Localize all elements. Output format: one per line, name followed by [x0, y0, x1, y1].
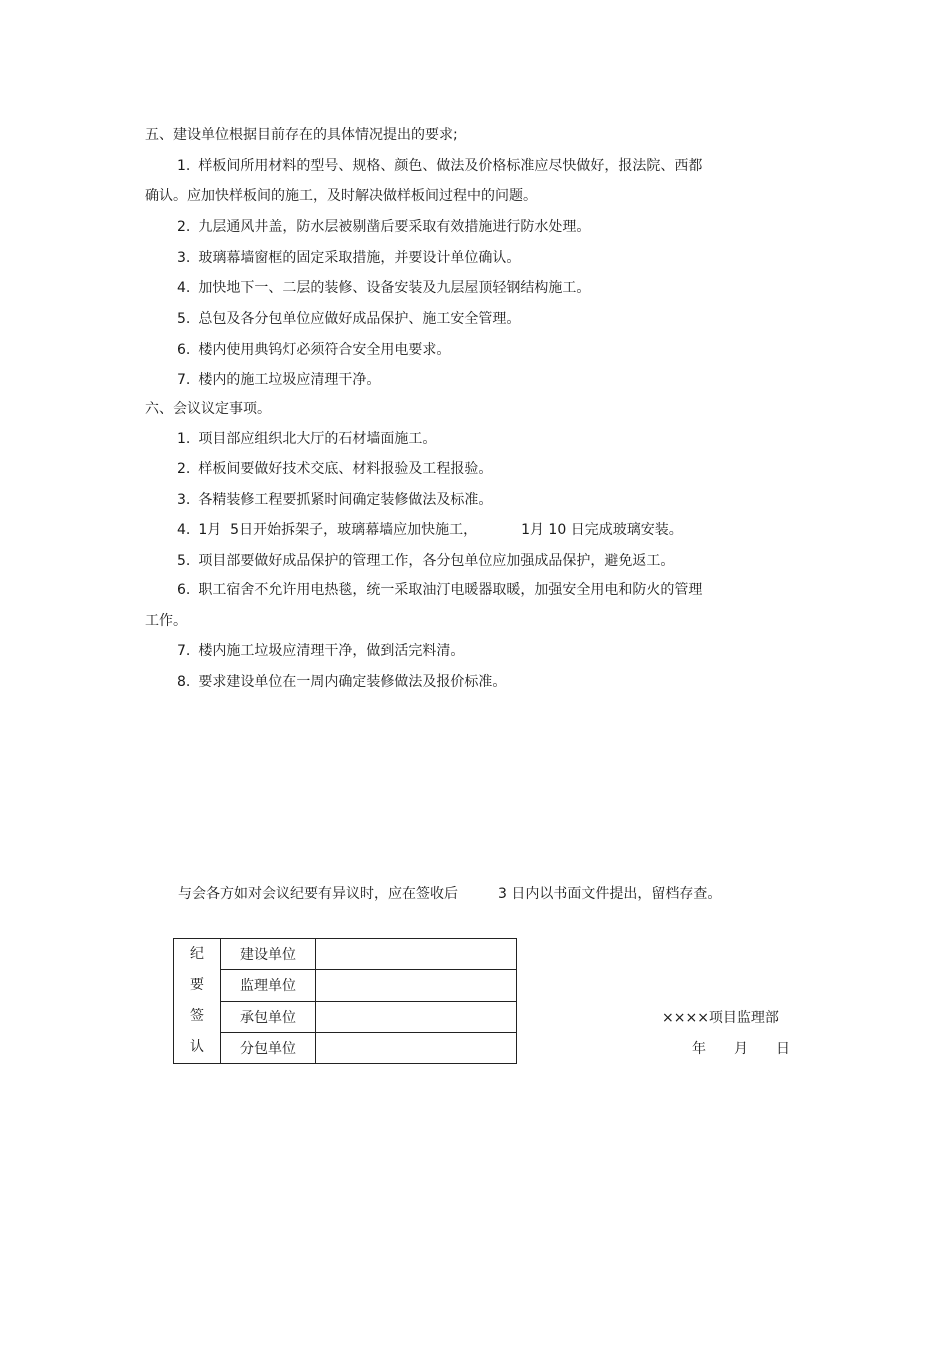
objection-notice [178, 884, 721, 904]
item-text-part-a: 1月 5日开始拆架子，玻璃幕墙应加快施工， [198, 522, 478, 538]
side-char: 认 [190, 1039, 204, 1055]
row-label-construction-unit: 建设单位 [221, 939, 316, 970]
date-line [692, 1039, 790, 1059]
date-month: 月 [734, 1041, 748, 1057]
section6-heading: 六、会议议定事项。 [145, 401, 271, 417]
signature-cell-supervision-unit[interactable] [316, 970, 517, 1001]
item-text: 项目部应组织北大厅的石材墙面施工。 [198, 431, 437, 447]
section6-item-4 [177, 520, 683, 540]
notice-part-a: 与会各方如对会议纪要有异议时，应在签收后 [178, 886, 458, 902]
item-number: 6. [177, 342, 191, 358]
side-char: 要 [190, 977, 204, 993]
table-row [174, 939, 517, 970]
item-number: 7. [177, 372, 191, 388]
notice-part-b: 3 日内以书面文件提出，留档存查。 [498, 886, 722, 902]
item-text: 项目部要做好成品保护的管理工作，各分包单位应加强成品保护，避免返工。 [198, 553, 675, 569]
section6-item-6 [177, 580, 702, 600]
signature-cell-subcontractor[interactable] [316, 1032, 517, 1063]
item-number: 2. [177, 461, 191, 477]
item-text: 要求建设单位在一周内确定装修做法及报价标准。 [198, 674, 507, 690]
section6-item-2 [177, 459, 492, 479]
item-number: 1. [177, 431, 191, 447]
item-number: 6. [177, 582, 191, 598]
item-number: 1. [177, 158, 191, 174]
item-text: 加快地下一、二层的装修、设备安装及九层屋顶轻钢结构施工。 [198, 280, 591, 296]
signoff-side-label [174, 939, 221, 1064]
minutes-signoff-table [173, 938, 517, 1064]
table-row [174, 970, 517, 1001]
section6-item-8 [177, 672, 506, 692]
section5-item-1 [177, 156, 702, 176]
row-label-subcontractor: 分包单位 [221, 1032, 316, 1063]
section6-item-5 [177, 551, 674, 571]
section6-item-6-continuation: 工作。 [145, 613, 187, 629]
table-row [174, 1032, 517, 1063]
item-text: 楼内的施工垃圾应清理干净。 [198, 372, 381, 388]
supervision-department: ××××项目监理部 [662, 1010, 779, 1026]
item-number: 5. [177, 311, 191, 327]
item-text-part-b: 1月 10 日完成玻璃安装。 [521, 522, 683, 538]
row-label-contractor: 承包单位 [221, 1001, 316, 1032]
item-text: 楼内施工垃圾应清理干净，做到活完料清。 [198, 643, 465, 659]
section5-item-5 [177, 309, 520, 329]
section5-heading: 五、建设单位根据目前存在的具体情况提出的要求; [145, 127, 458, 143]
item-number: 7. [177, 643, 191, 659]
section5-item-7 [177, 370, 380, 390]
section5-item-4 [177, 278, 590, 298]
item-number: 4. [177, 280, 191, 296]
item-number: 4. [177, 522, 191, 538]
item-number: 3. [177, 250, 191, 266]
item-text: 玻璃幕墙窗框的固定采取措施，并要设计单位确认。 [198, 250, 521, 266]
item-text: 职工宿舍不允许用电热毯，统一采取油汀电暖器取暖，加强安全用电和防火的管理 [198, 582, 703, 598]
item-number: 8. [177, 674, 191, 690]
row-label-supervision-unit: 监理单位 [221, 970, 316, 1001]
item-text: 总包及各分包单位应做好成品保护、施工安全管理。 [198, 311, 521, 327]
section6-item-7 [177, 641, 464, 661]
item-text: 各精装修工程要抓紧时间确定装修做法及标准。 [198, 492, 493, 508]
section6-item-3 [177, 490, 492, 510]
item-text: 九层通风井盖，防水层被剔凿后要采取有效措施进行防水处理。 [198, 219, 591, 235]
item-number: 3. [177, 492, 191, 508]
section6-item-1 [177, 429, 436, 449]
section5-item-2 [177, 217, 590, 237]
item-text: 样板间要做好技术交底、材料报验及工程报验。 [198, 461, 493, 477]
item-text: 样板间所用材料的型号、规格、颜色、做法及价格标准应尽快做好，报法院、西都 [198, 158, 703, 174]
side-char: 签 [190, 1008, 204, 1024]
item-number: 2. [177, 219, 191, 235]
date-year: 年 [692, 1041, 706, 1057]
section5-item-6 [177, 340, 450, 360]
side-char: 纪 [190, 946, 204, 962]
item-number: 5. [177, 553, 191, 569]
section5-item-1-continuation: 确认。应加快样板间的施工，及时解决做样板间过程中的问题。 [145, 188, 537, 204]
signature-cell-contractor[interactable] [316, 1001, 517, 1032]
date-day: 日 [776, 1041, 790, 1057]
item-text: 楼内使用典钨灯必须符合安全用电要求。 [198, 342, 451, 358]
table-row [174, 1001, 517, 1032]
section5-item-3 [177, 248, 520, 268]
signature-cell-construction-unit[interactable] [316, 939, 517, 970]
